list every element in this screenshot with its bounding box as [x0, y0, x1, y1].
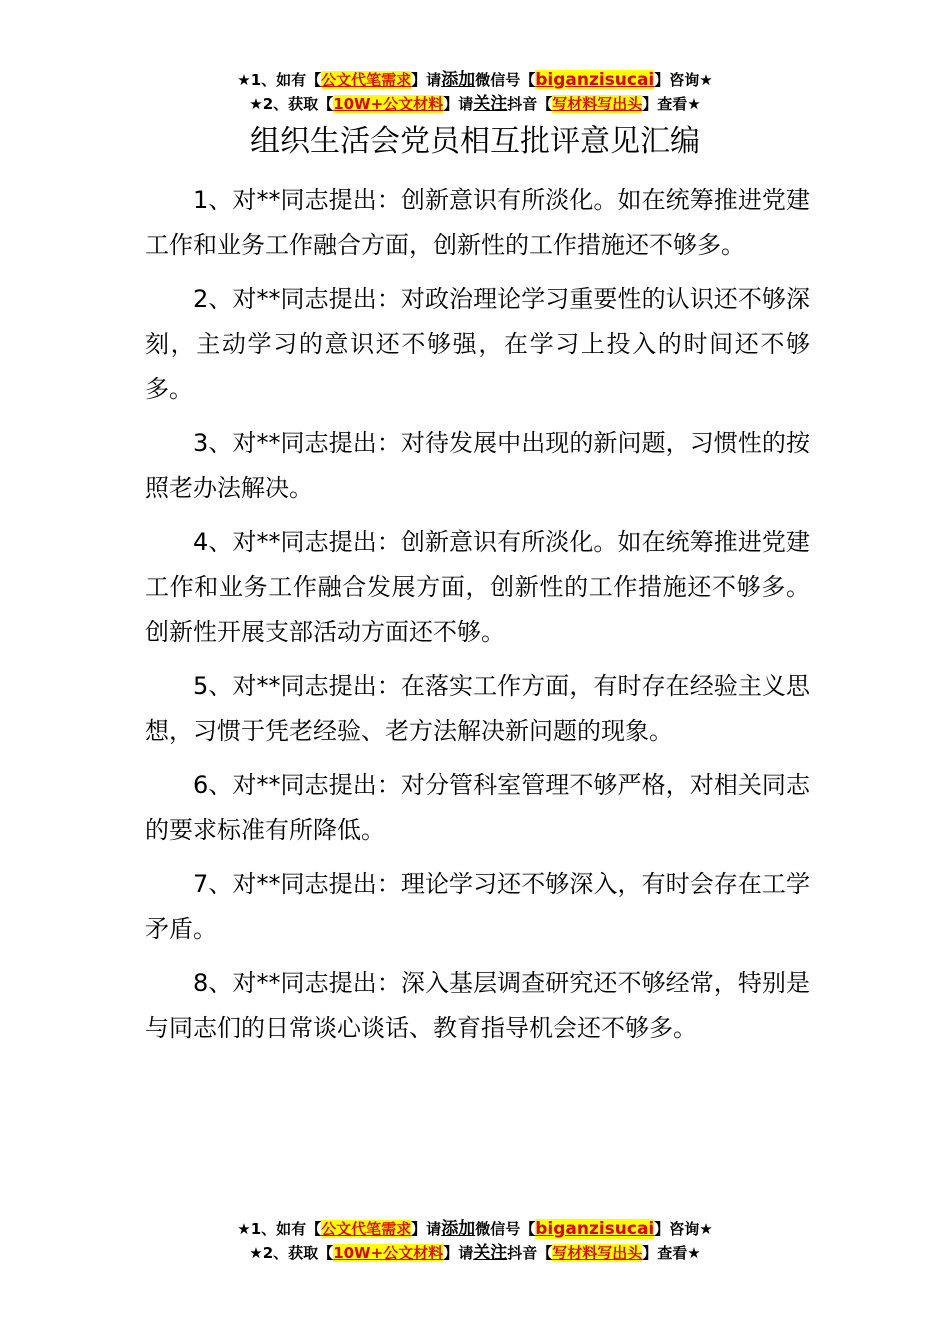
paragraph: 3、对**同志提出：对待发展中出现的新问题，习惯性的按照老办法解决。: [145, 429, 810, 502]
banner-text: ★1、如有【: [237, 1220, 322, 1238]
banner-emphasis: 添加: [441, 1219, 476, 1239]
paragraph: 7、对**同志提出：理论学习还不够深入，有时会存在工学矛盾。: [145, 870, 810, 943]
banner-line-1: [0, 68, 950, 92]
banner-text: 】咨询★: [654, 1220, 713, 1238]
bottom-banner: [0, 1217, 950, 1265]
banner-highlight: 10W+公文材料: [333, 1244, 444, 1262]
banner-line-2: [0, 1241, 950, 1265]
banner-text: 】查看★: [642, 95, 701, 113]
banner-text: 抖音【: [507, 1244, 553, 1262]
banner-text: 】请: [411, 71, 442, 89]
banner-text: ★1、如有【: [237, 71, 322, 89]
banner-line-1: [0, 1217, 950, 1241]
paragraph: 6、对**同志提出：对分管科室管理不够严格，对相关同志的要求标准有所降低。: [145, 771, 810, 844]
banner-text: 微信号【: [475, 71, 536, 89]
banner-text: 抖音【: [507, 95, 553, 113]
banner-text: ★2、获取【: [249, 1244, 334, 1262]
banner-wechat-id: biganzisucai: [535, 70, 655, 90]
banner-wechat-id: biganzisucai: [535, 1219, 655, 1239]
banner-text: 】请: [443, 1244, 474, 1262]
banner-emphasis: 添加: [441, 70, 476, 90]
banner-douyin-account: 写材料写出头: [552, 1244, 643, 1262]
banner-text: 】查看★: [642, 1244, 701, 1262]
banner-highlight: 公文代笔需求: [321, 1220, 412, 1238]
banner-emphasis: 关注: [473, 1243, 508, 1263]
document-title: 组织生活会党员相互批评意见汇编: [250, 124, 700, 159]
banner-highlight: 公文代笔需求: [321, 71, 412, 89]
top-banner: [0, 68, 950, 116]
banner-text: ★2、获取【: [249, 95, 334, 113]
paragraph: 8、对**同志提出：深入基层调查研究还不够经常，特别是与同志们的日常谈心谈话、教育指导机会还不够多。: [145, 969, 810, 1042]
banner-emphasis: 关注: [473, 94, 508, 114]
banner-highlight: 10W+公文材料: [333, 95, 444, 113]
paragraph: 5、对**同志提出：在落实工作方面，有时存在经验主义思想，习惯于凭老经验、老方法解决新问题的现象。: [145, 672, 810, 745]
banner-text: 】请: [443, 95, 474, 113]
paragraph: 1、对**同志提出：创新意识有所淡化。如在统筹推进党建工作和业务工作融合方面，创新性的工作措施还不够多。: [145, 186, 810, 259]
paragraph: 4、对**同志提出：创新意识有所淡化。如在统筹推进党建工作和业务工作融合发展方面，创新性的工作措施还不够多。创新性开展支部活动方面还不够。: [145, 528, 810, 646]
document-body: [145, 178, 810, 1060]
banner-line-2: [0, 92, 950, 116]
paragraph: 2、对**同志提出：对政治理论学习重要性的认识还不够深刻，主动学习的意识还不够强，在学习上投入的时间还不够多。: [145, 285, 810, 403]
banner-douyin-account: 写材料写出头: [552, 95, 643, 113]
banner-text: 微信号【: [475, 1220, 536, 1238]
banner-text: 】请: [411, 1220, 442, 1238]
banner-text: 】咨询★: [654, 71, 713, 89]
